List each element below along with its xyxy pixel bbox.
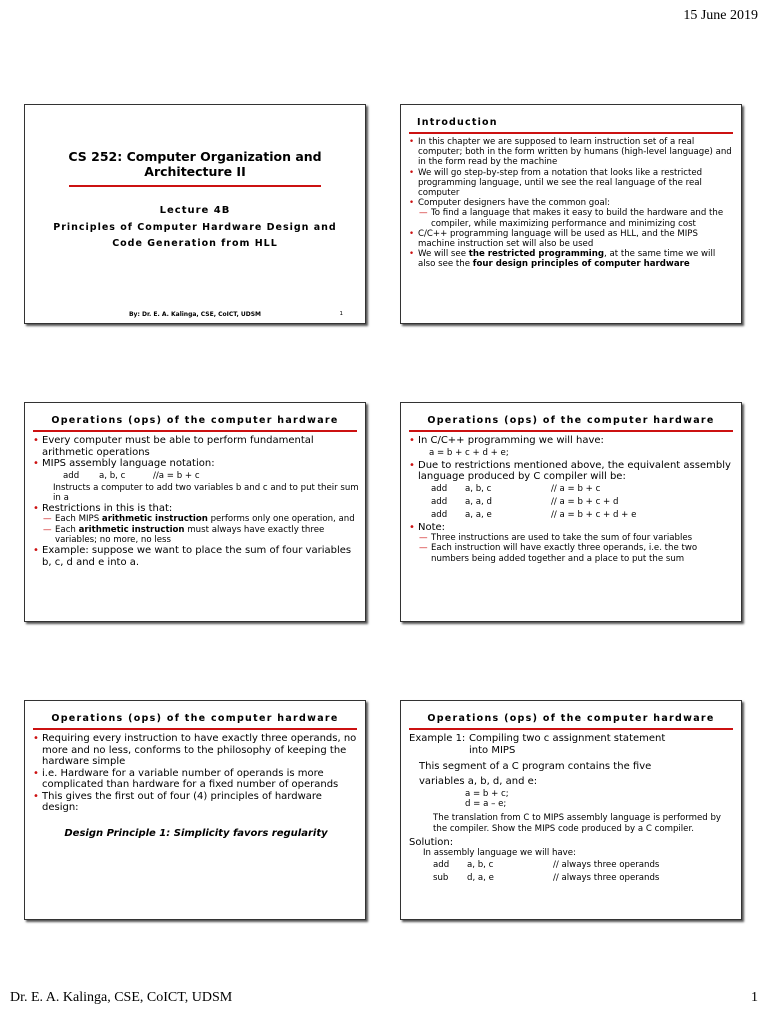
slide-number: 1 — [339, 311, 343, 317]
title-divider — [409, 132, 733, 134]
bullet: • Note: — [409, 522, 735, 534]
code-line: add a, b, c //a = b + c — [63, 470, 200, 481]
course-title: CS 252: Computer Organization and Architecture II — [68, 149, 322, 179]
lecture-subtitle: Principles of Computer Hardware Design and Code Generation from HLL — [53, 222, 337, 249]
title-divider — [33, 728, 357, 730]
bullet: • In C/C++ programming we will have: — [409, 435, 735, 447]
byline: By: Dr. E. A. Kalinga, CSE, CoICT, UDSM — [128, 311, 262, 318]
sub-bullet: — Three instructions are used to take the sum of four variables — [409, 533, 735, 543]
bullet: • Example: suppose we want to place the sum of four variables b, c, d and e into a. — [33, 545, 359, 568]
paragraph: The translation from C to MIPS assembly language is performed by the compiler. Show the MIPS code produced by a C compiler. — [433, 813, 721, 834]
bullet: • This gives the first out of four (4) principles of hardware design: — [33, 791, 359, 814]
code-line: add a, b, c // always three operands — [433, 859, 660, 870]
bullet: • Restrictions in this is that: — [33, 503, 359, 515]
bullet: • MIPS assembly language notation: — [33, 458, 359, 470]
slide-title: Operations (ops) of the computer hardware — [427, 713, 715, 724]
code-description: Instructs a computer to add two variables b and c and to put their sum in a — [53, 482, 359, 503]
slide-4 — [400, 402, 742, 622]
page-date: 15 June 2019 — [683, 8, 758, 23]
c-expression: a = b + c; — [465, 789, 509, 799]
example-heading: Example 1: Compiling two c assignment statement into MIPS — [409, 733, 666, 756]
lecture-number: Lecture 4B — [159, 205, 231, 216]
c-expression: a = b + c + d + e; — [429, 447, 509, 458]
slide-3 — [24, 402, 366, 622]
title-divider — [69, 185, 321, 187]
slide-title: Introduction — [417, 117, 498, 128]
solution-label: Solution: — [409, 836, 454, 848]
paragraph: This segment of a C program contains the five variables a, b, d, and e: — [419, 761, 652, 787]
footer-page-number: 1 — [751, 990, 758, 1005]
bullet: • C/C++ programming language will be used as HLL, and the MIPS machine instruction set will also be used — [409, 229, 735, 249]
bullet: • Requiring every instruction to have exactly three operands, no more and no less, conforms to the philosophy of keeping the hardware simple — [33, 733, 359, 768]
paragraph: In assembly language we will have: — [423, 848, 576, 859]
bullet: • Computer designers have the common goal: — [409, 198, 735, 208]
footer-author: Dr. E. A. Kalinga, CSE, CoICT, UDSM — [10, 990, 233, 1005]
bullet: • We will go step-by-step from a notation that looks like a restricted programming language, until we see the real language of the real computer — [409, 168, 735, 199]
sub-bullet: — To find a language that makes it easy to build the hardware and the compiler, while maximizing performance and minimizing cost — [409, 208, 735, 228]
code-line: add a, a, e // a = b + c + d + e — [431, 509, 637, 520]
code-line: add a, b, c // a = b + c — [431, 483, 601, 494]
bullet: • Due to restrictions mentioned above, the equivalent assembly language produced by C compiler will be: — [409, 460, 735, 483]
code-line: sub d, a, e // always three operands — [433, 872, 660, 883]
slide-title: Operations (ops) of the computer hardware — [51, 713, 339, 724]
title-divider — [33, 430, 357, 432]
code-line: add a, a, d // a = b + c + d — [431, 496, 619, 507]
c-expression: d = a – e; — [465, 799, 507, 810]
sub-bullet: — Each MIPS arithmetic instruction performs only one operation, and — [33, 514, 359, 524]
slide-5 — [24, 700, 366, 920]
bullet: • In this chapter we are supposed to learn instruction set of a real computer; both in the form written by humans (high-level language) and in the form read by the machine — [409, 137, 735, 168]
sub-bullet: — Each instruction will have exactly three operands, i.e. the two numbers being added together and a place to put the sum — [409, 543, 735, 563]
slide-title: Operations (ops) of the computer hardware — [51, 415, 339, 426]
sub-bullet: — Each arithmetic instruction must always have exactly three variables; no more, no less — [33, 525, 359, 545]
bullet: • Every computer must be able to perform fundamental arithmetic operations — [33, 435, 359, 458]
slide-1 — [24, 104, 366, 324]
bullet: • We will see the restricted programming, at the same time we will also see the four design principles of computer hardware — [409, 249, 735, 269]
title-divider — [409, 728, 733, 730]
slide-title: Operations (ops) of the computer hardware — [427, 415, 715, 426]
bullet: • i.e. Hardware for a variable number of operands is more complicated than hardware for a fixed number of operands — [33, 768, 359, 791]
title-divider — [409, 430, 733, 432]
slide-2 — [400, 104, 742, 324]
slide-6 — [400, 700, 742, 920]
design-principle: Design Principle 1: Simplicity favors regularity — [64, 827, 328, 839]
